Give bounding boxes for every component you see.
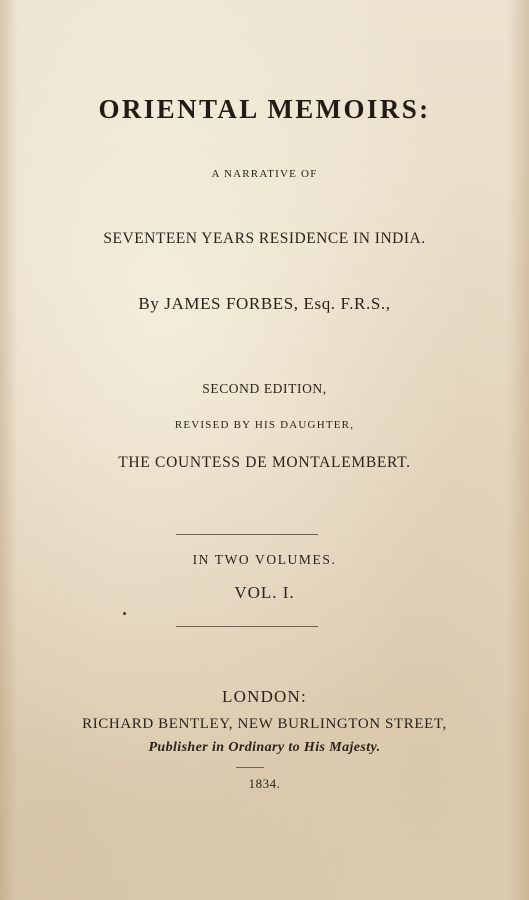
- book-title: ORIENTAL MEMOIRS:: [98, 94, 431, 124]
- edition-line: SECOND EDITION,: [202, 381, 327, 396]
- reviser-name: THE COUNTESS DE MONTALEMBERT.: [118, 454, 411, 471]
- divider-rule: [176, 534, 318, 535]
- imprint-year: 1834.: [248, 776, 281, 791]
- short-divider-rule: [236, 767, 264, 768]
- volume-number: VOL. I.: [234, 583, 295, 602]
- revised-by-line: REVISED BY HIS DAUGHTER,: [174, 419, 355, 431]
- subtitle-intro: A NARRATIVE OF: [211, 168, 318, 180]
- page-edge-shadow-left: [0, 0, 18, 900]
- page-edge-shadow-right: [507, 0, 529, 900]
- volumes-line: IN TWO VOLUMES.: [192, 552, 337, 567]
- imprint-place: LONDON:: [222, 687, 307, 706]
- divider-rule: [176, 626, 318, 627]
- paper-speck: [123, 612, 126, 615]
- subtitle: SEVENTEEN YEARS RESIDENCE IN INDIA.: [103, 230, 426, 247]
- imprint-publisher: RICHARD BENTLEY, NEW BURLINGTON STREET,: [82, 716, 447, 732]
- imprint-publisher-role: Publisher in Ordinary to His Majesty.: [148, 740, 381, 755]
- author-line: By JAMES FORBES, Esq. F.R.S.,: [138, 294, 391, 313]
